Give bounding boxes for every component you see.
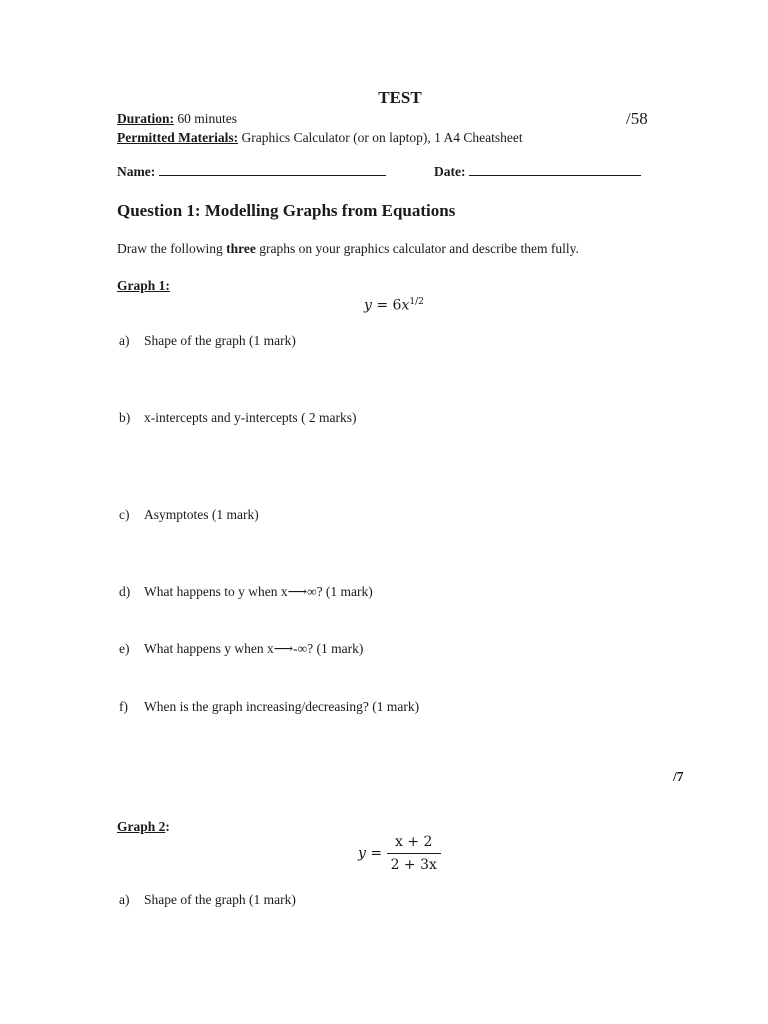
item-text: What happens y when x⟶-∞? (1 mark) [144, 641, 364, 656]
question-1-intro [117, 241, 579, 257]
materials-value: Graphics Calculator (or on laptop), 1 A4 Cheatsheet [238, 130, 523, 145]
item-letter: f) [119, 699, 128, 714]
eq1-lhs: y [364, 297, 372, 314]
graph-1-item-d [119, 584, 373, 600]
eq1-var: x [401, 297, 410, 314]
intro-text-bold: three [226, 241, 256, 256]
materials-line [117, 130, 523, 146]
intro-text-before: Draw the following [117, 241, 227, 256]
item-letter: b) [119, 410, 131, 425]
item-letter: d) [119, 584, 131, 599]
eq2-numerator: x + 2 [395, 834, 433, 850]
duration-label: Duration: [117, 111, 174, 126]
item-text: x-intercepts and y-intercepts ( 2 marks) [144, 410, 357, 425]
test-title: TEST [378, 88, 422, 107]
graph-2-label: Graph 2 [117, 819, 166, 834]
graph-1-equation [364, 297, 424, 314]
item-text: Asymptotes (1 mark) [144, 507, 259, 522]
eq2-lhs: y [358, 845, 366, 862]
graph-2-label-suffix: : [165, 819, 170, 834]
date-label: Date: [434, 164, 466, 179]
date-blank-line[interactable] [469, 163, 641, 176]
item-text: Shape of the graph (1 mark) [144, 333, 296, 348]
item-letter: a) [119, 892, 130, 907]
graph-1-item-b [119, 410, 357, 426]
name-label: Name: [117, 164, 156, 179]
total-score: /58 [626, 109, 648, 128]
graph-1-item-c [119, 507, 259, 523]
graph-1-item-f [119, 699, 419, 715]
item-letter: e) [119, 641, 130, 656]
graph-2-item-a [119, 892, 296, 908]
duration-line [117, 111, 237, 127]
eq2-denominator: 2 + 3x [387, 853, 441, 873]
item-letter: c) [119, 507, 130, 522]
eq1-eq: = 6 [371, 297, 402, 314]
graph-2-label-line [117, 819, 170, 835]
name-blank-line[interactable] [159, 163, 386, 176]
item-text: What happens to y when x⟶∞? (1 mark) [144, 584, 373, 599]
duration-value: 60 minutes [174, 111, 237, 126]
graph-1-score: /7 [673, 769, 684, 784]
intro-text-after: graphs on your graphics calculator and describe them fully. [255, 241, 579, 256]
name-field[interactable] [117, 163, 386, 180]
item-letter: a) [119, 333, 130, 348]
question-1-heading: Question 1: Modelling Graphs from Equations [117, 201, 456, 220]
graph-1-item-a [119, 333, 296, 349]
materials-label: Permitted Materials: [117, 130, 239, 145]
date-field[interactable] [434, 163, 641, 180]
item-text: Shape of the graph (1 mark) [144, 892, 296, 907]
eq2-eq: = [365, 845, 387, 862]
graph-1-label: Graph 1: [117, 278, 170, 293]
graph-2-equation [358, 834, 441, 873]
eq1-exponent: 1/2 [409, 297, 424, 307]
item-text: When is the graph increasing/decreasing? (1 mark) [144, 699, 420, 714]
eq2-fraction [387, 834, 441, 873]
graph-1-item-e [119, 641, 363, 657]
